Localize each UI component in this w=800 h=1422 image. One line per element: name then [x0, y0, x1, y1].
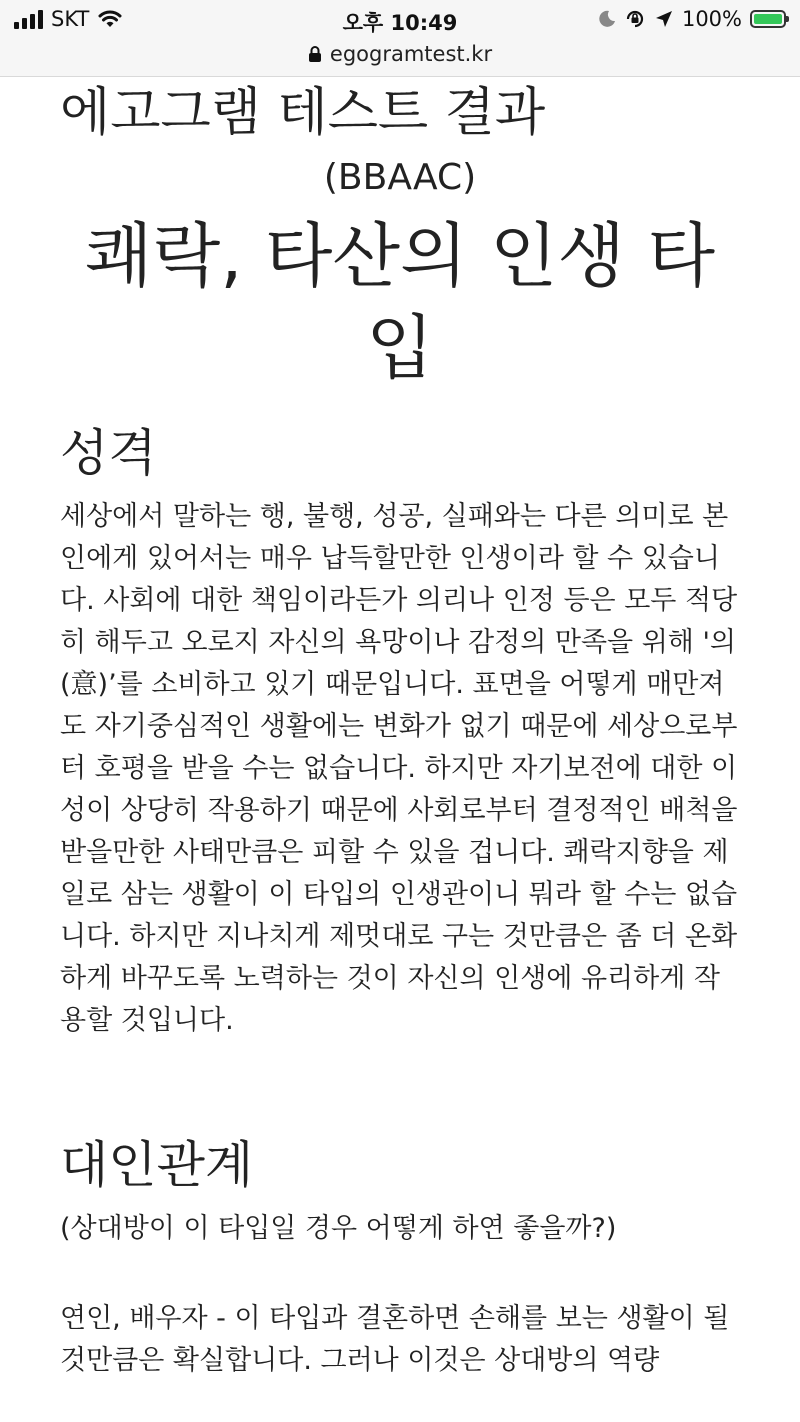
- location-arrow-icon: [654, 9, 674, 29]
- page-title: 에고그램 테스트 결과: [60, 83, 546, 143]
- type-title: 쾌락, 타산의 인생 타입: [85, 215, 715, 389]
- personality-heading: 성격: [60, 424, 157, 482]
- section-spacer: [60, 1042, 740, 1106]
- personality-text: 세상에서 말하는 행, 불행, 성공, 실패와는 다른 의미로 본인에게 있어서는 매우 납득할만한 인생이라 할 수 있습니다. 사회에 대한 책임이라든가 의리나 인정 등은 모두 적당히 해두고 오로지 자신의 욕망이나 감정의 만족을 위해 '의(意)’를 소비하고 있기 때문입니다. 표면을 어떻게 매만져도 자기중심적인 생활에는 변화가 없기 때문에 세상으로부터 호평을 받을 수는 없습니다. 하지만 자기보전에 대한 이성이 상당히 작용하기 때문에 사회로부터 결정적인 배척을 받을만한 사태만큼은 피할 수 있을 겁니다. 쾌락지향을 제일로 삼는 생활이 이 타입의 인생관이니 뭐라 할 수는 없습니다. 하지만 지나치게 제멋대로 구는 것만큼은 좀 더 온화하게 바꾸도록 노력하는 것이 자신의 인생에 유리하게 작용할 것입니다.: [60, 501, 738, 1036]
- battery-icon: [750, 10, 786, 28]
- status-time: 오후 10:49: [342, 11, 458, 35]
- page-content: [60, 80, 740, 1409]
- relationships-subtitle: (상대방이 이 타입일 경우 어떻게 하연 좋을까?): [60, 1213, 617, 1244]
- lock-icon: [308, 45, 322, 63]
- relationships-partner-text: 연인, 배우자 - 이 타입과 결혼하면 손해를 보는 생활이 될 것만큼은 확실합니다. 그러나 이것은 상대방의 역량: [60, 1303, 730, 1376]
- result-code: (BBAAC): [323, 157, 477, 198]
- battery-percent: 100%: [681, 7, 742, 31]
- battery-fill: [754, 14, 782, 24]
- status-bar: [0, 0, 800, 40]
- moon-icon: [598, 10, 616, 28]
- status-right: [598, 7, 786, 31]
- relationships-heading: 대인관계: [60, 1136, 254, 1194]
- rotation-lock-icon: [624, 8, 646, 30]
- browser-chrome: [0, 0, 800, 77]
- carrier-label: SKT: [51, 7, 90, 31]
- url-bar[interactable]: [0, 40, 800, 68]
- url-text[interactable]: egogramtest.kr: [329, 42, 493, 66]
